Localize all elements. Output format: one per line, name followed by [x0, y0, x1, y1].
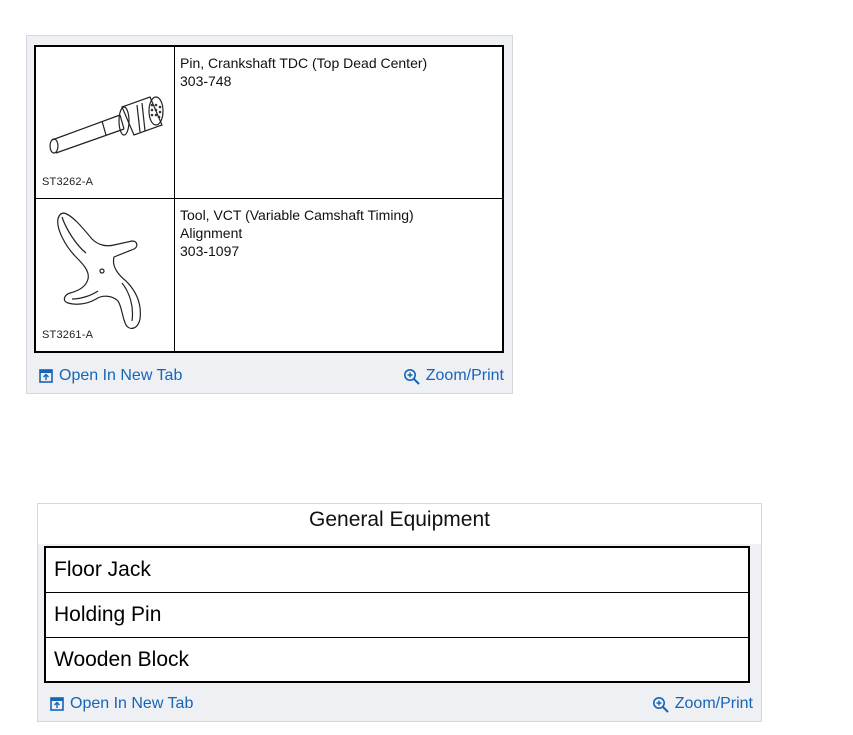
zoom-in-icon	[652, 696, 669, 713]
tool-image-cell	[36, 47, 175, 199]
zoom-print-link[interactable]	[652, 695, 753, 713]
open-new-tab-icon	[50, 697, 64, 711]
open-in-new-tab-link[interactable]	[39, 367, 182, 385]
card-footer	[38, 687, 761, 721]
zoom-print-label: Zoom/Print	[425, 367, 504, 384]
general-equipment-card	[37, 503, 762, 722]
equipment-row: Floor Jack	[46, 548, 748, 593]
equipment-row: Wooden Block	[54, 648, 190, 671]
tool-number: 303-748	[180, 73, 232, 89]
tool-image-label: ST3261-A	[42, 329, 94, 341]
special-tools-card	[26, 35, 513, 394]
tool-name: Pin, Crankshaft TDC (Top Dead Center)	[180, 55, 428, 71]
general-equipment-title: General Equipment	[38, 504, 761, 544]
tool-description	[175, 199, 502, 351]
tool-number: 303-1097	[180, 243, 240, 259]
open-in-new-tab-link[interactable]	[50, 695, 193, 713]
vct-alignment-tool-drawing	[42, 207, 170, 337]
card-footer	[27, 359, 512, 393]
tool-description	[175, 47, 502, 199]
open-in-new-tab-label: Open In New Tab	[59, 367, 183, 384]
open-in-new-tab-label: Open In New Tab	[70, 695, 194, 712]
crankshaft-pin-drawing	[42, 55, 170, 175]
tool-name-continued: Alignment	[180, 225, 243, 241]
open-new-tab-icon	[39, 369, 53, 383]
tool-name: Tool, VCT (Variable Camshaft Timing)	[180, 207, 414, 223]
equipment-row: Holding Pin	[46, 593, 748, 638]
special-tools-table	[34, 45, 504, 353]
general-equipment-table	[44, 546, 750, 683]
tool-image-cell	[36, 199, 175, 351]
zoom-print-link[interactable]	[403, 367, 504, 385]
zoom-in-icon	[403, 368, 420, 385]
tool-image-label: ST3262-A	[42, 176, 94, 188]
zoom-print-label: Zoom/Print	[674, 695, 753, 712]
